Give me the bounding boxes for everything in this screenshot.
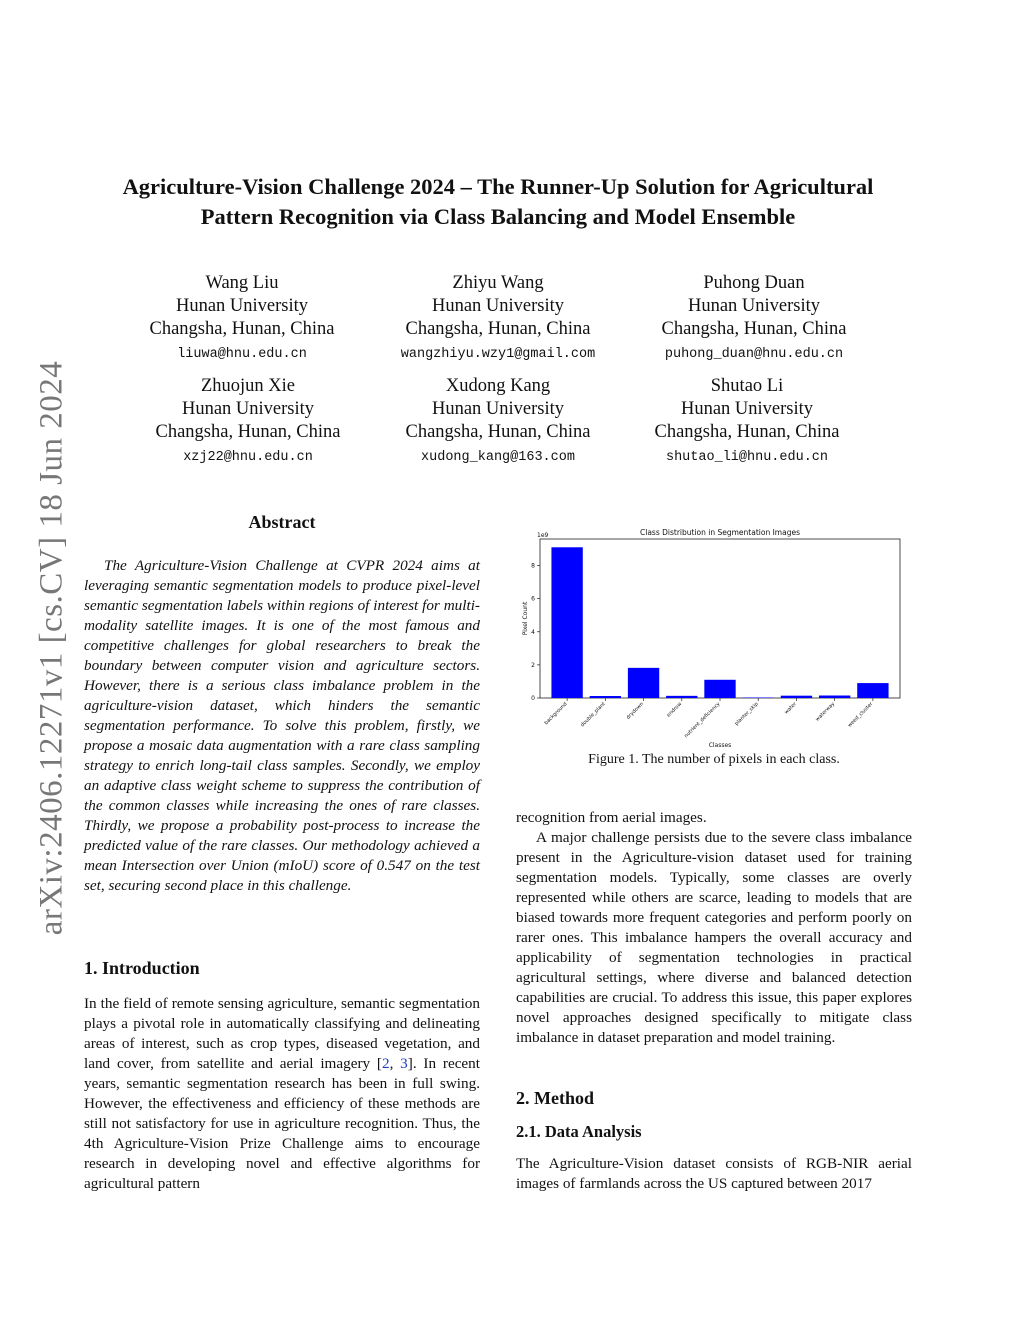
- author-location: Changsha, Hunan, China: [661, 319, 847, 339]
- author-affiliation: Hunan University: [431, 296, 565, 316]
- introduction-heading: 1. Introduction: [84, 958, 200, 978]
- author-location: Changsha, Hunan, China: [654, 422, 840, 442]
- citation-separator: ,: [389, 1055, 401, 1072]
- chart-title: Class Distribution in Segmentation Images: [640, 528, 800, 537]
- author-affiliation: Hunan University: [687, 296, 821, 316]
- plot-frame: [540, 539, 900, 698]
- y-scale-label: 1e9: [537, 532, 549, 539]
- y-tick-label: 0: [531, 695, 535, 702]
- method-heading: 2. Method: [516, 1088, 594, 1108]
- right-column-text: [516, 808, 912, 1048]
- bar-double_plant: [590, 696, 621, 698]
- data-analysis-text: The Agriculture-Vision dataset consists of RGB-NIR aerial images of farmlands across the US captured between 2017: [516, 1155, 912, 1192]
- introduction-paragraph: [84, 994, 480, 1194]
- x-axis-label: Classes: [708, 742, 732, 747]
- author-location: Changsha, Hunan, China: [155, 422, 341, 442]
- author-affiliation: Hunan University: [680, 399, 814, 419]
- author-location: Changsha, Hunan, China: [149, 319, 335, 339]
- author-affiliation: Hunan University: [175, 296, 309, 316]
- bar-background: [551, 547, 582, 698]
- x-tick-label: weed_cluster: [846, 701, 875, 729]
- author-name: Zhiyu Wang: [452, 273, 544, 293]
- x-tick-label: water: [783, 701, 798, 716]
- author-email[interactable]: xudong_kang@163.com: [421, 450, 575, 465]
- citation-link[interactable]: 2: [381, 1055, 390, 1072]
- y-axis-label: Pixel Count: [522, 601, 529, 636]
- x-tick-label: planter_skip: [733, 701, 760, 727]
- bar-water: [781, 696, 812, 698]
- intro-text-part: In the field of remote sensing agriculture, semantic segmentation plays a pivotal role in automatically classifying and delineating areas of interest, such as crop types, diseased vegetation, and land cover, from satellite and aerial imagery [: [84, 995, 480, 1072]
- author-email[interactable]: puhong_duan@hnu.edu.cn: [664, 347, 844, 362]
- author-email[interactable]: wangzhiyu.wzy1@gmail.com: [400, 347, 596, 362]
- y-tick-label: 4: [531, 628, 535, 636]
- bar-nutrient_deficiency: [704, 680, 735, 698]
- author-block: [624, 272, 884, 364]
- x-tick-label: drydown: [625, 701, 645, 721]
- abstract-heading: Abstract: [248, 512, 316, 532]
- arxiv-identifier: arXiv:2406.12271v1 [cs.CV] 18 Jun 2024: [33, 360, 70, 936]
- author-block: [118, 375, 378, 467]
- citation-link[interactable]: 3: [400, 1055, 408, 1072]
- y-tick-label: 2: [531, 661, 535, 669]
- bar-endrow: [666, 696, 697, 698]
- author-email[interactable]: liuwa@hnu.edu.cn: [177, 347, 307, 362]
- author-name: Xudong Kang: [445, 376, 551, 396]
- class-distribution-chart: [518, 525, 914, 747]
- figure-caption: Figure 1. The number of pixels in each class.: [588, 752, 840, 767]
- bar-waterway: [819, 696, 850, 698]
- intro-text-part: ]. In recent years, semantic segmentation research has been in full swing. However, the effectiveness and efficiency of these methods are still not satisfactory for use in agriculture recognition. Thus, the 4th Agriculture-Vision Prize Challenge aims to encourage research in developing novel and effective algorithms for agricultural pattern: [84, 1055, 480, 1192]
- author-name: Shutao Li: [710, 376, 784, 396]
- author-block: [368, 375, 628, 467]
- author-name: Wang Liu: [205, 273, 279, 293]
- paper-title: [70, 172, 926, 232]
- author-location: Changsha, Hunan, China: [405, 422, 591, 442]
- y-tick-label: 6: [531, 595, 535, 603]
- bar-drydown: [628, 668, 659, 698]
- author-location: Changsha, Hunan, China: [405, 319, 591, 339]
- title-line-2: Pattern Recognition via Class Balancing and Model Ensemble: [200, 204, 796, 229]
- title-line-1: Agriculture-Vision Challenge 2024 – The Runner-Up Solution for Agricultural: [122, 174, 874, 199]
- imbalance-paragraph: A major challenge persists due to the severe class imbalance present in the Agriculture-vision dataset used for training segmentation models. Typically, some classes are overly represented while others are scarce, leading to models that are biased towards more frequent categories and perform poorly on rarer ones. This imbalance hampers the overall accuracy and applicability of segmentation technologies in practical agricultural settings, where diverse and balanced detection capabilities are crucial. To address this issue, this paper explores novel approaches designed specifically to mitigate class imbalance in dataset preparation and model training.: [516, 829, 912, 1046]
- x-tick-label: waterway: [814, 701, 837, 723]
- author-block: [368, 272, 628, 364]
- author-name: Puhong Duan: [703, 273, 805, 293]
- author-block: [617, 375, 877, 467]
- author-name: Zhuojun Xie: [200, 376, 296, 396]
- author-affiliation: Hunan University: [431, 399, 565, 419]
- data-analysis-heading: 2.1. Data Analysis: [516, 1122, 642, 1141]
- y-tick-label: 8: [531, 562, 535, 570]
- author-email[interactable]: shutao_li@hnu.edu.cn: [665, 450, 829, 465]
- intro-continuation: recognition from aerial images.: [516, 809, 707, 826]
- author-affiliation: Hunan University: [181, 399, 315, 419]
- author-block: [112, 272, 372, 364]
- bar-weed_cluster: [857, 683, 888, 698]
- x-tick-label: nutrient_deficiency: [683, 701, 722, 740]
- author-email[interactable]: xzj22@hnu.edu.cn: [183, 450, 313, 465]
- x-tick-label: background: [543, 701, 569, 727]
- x-tick-label: endrow: [665, 701, 684, 719]
- abstract-text: The Agriculture-Vision Challenge at CVPR 2024 aims at leveraging semantic segmentation models to produce pixel-level semantic segmentation labels within regions of interest for multi-modality satellite images. It is one of the most famous and competitive challenges for global researchers to break the boundary between computer vision and agriculture sectors. However, there is a serious class imbalance problem in the agriculture-vision dataset, which hinders the semantic segmentation performance. To solve this problem, firstly, we propose a mosaic data augmentation with a rare class sampling strategy to enrich long-tail class samples. Secondly, we employ an adaptive class weight scheme to suppress the contribution of the common classes while increasing the ones of rare classes. Thirdly, we propose a probability post-process to increase the predicted value of the rare classes. Our methodology achieved a mean Intersection over Union (mIoU) score of 0.547 on the test set, securing second place in this challenge.: [84, 557, 480, 894]
- x-tick-label: double_plant: [579, 701, 607, 729]
